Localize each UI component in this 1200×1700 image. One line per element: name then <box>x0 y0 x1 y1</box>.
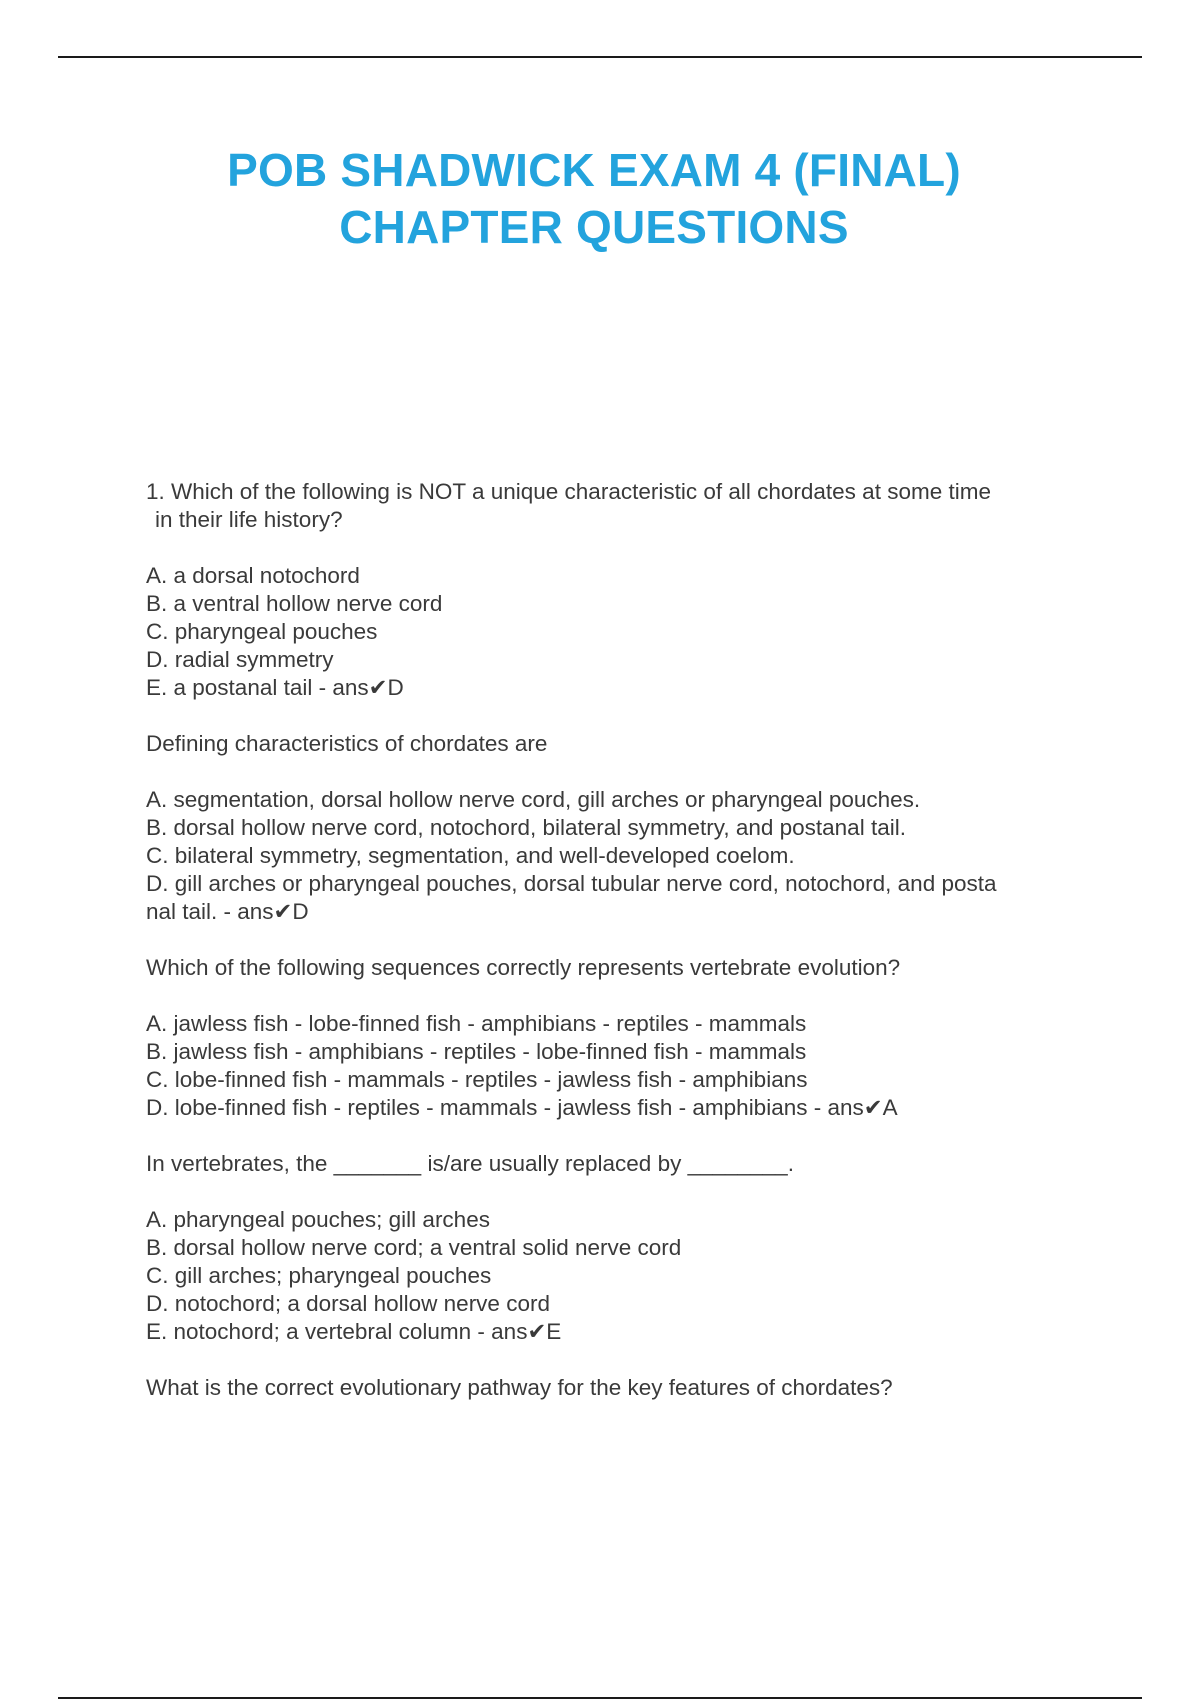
question-3 <box>146 954 1086 1122</box>
option-with-answer: D. lobe-finned fish - reptiles - mammals - jawless fish - amphibians - ans✔A <box>146 1095 898 1120</box>
questions-list <box>146 478 1086 1430</box>
question-2 <box>146 730 1086 926</box>
option: A. segmentation, dorsal hollow nerve cord, gill arches or pharyngeal pouches. <box>146 787 921 812</box>
option: C. pharyngeal pouches <box>146 619 378 644</box>
question-stem: In vertebrates, the _______ is/are usually replaced by ________. <box>146 1151 794 1176</box>
question-stem: What is the correct evolutionary pathway for the key features of chordates? <box>146 1375 893 1400</box>
bottom-divider <box>58 1697 1142 1699</box>
option: C. bilateral symmetry, segmentation, and well-developed coelom. <box>146 843 795 868</box>
option: C. gill arches; pharyngeal pouches <box>146 1263 492 1288</box>
question-1 <box>146 478 1086 702</box>
option: D. radial symmetry <box>146 647 334 672</box>
answer-options <box>146 1010 1086 1122</box>
question-stem <box>146 478 1086 534</box>
title-line-2: CHAPTER QUESTIONS <box>339 201 849 253</box>
option-with-answer: nal tail. - ans✔D <box>146 899 309 924</box>
option: B. dorsal hollow nerve cord; a ventral solid nerve cord <box>146 1235 682 1260</box>
option: A. pharyngeal pouches; gill arches <box>146 1207 490 1232</box>
question-stem: Which of the following sequences correctly represents vertebrate evolution? <box>146 955 901 980</box>
option: A. jawless fish - lobe-finned fish - amphibians - reptiles - mammals <box>146 1011 807 1036</box>
option: B. dorsal hollow nerve cord, notochord, bilateral symmetry, and postanal tail. <box>146 815 906 840</box>
answer-options <box>146 562 1086 702</box>
title-line-1: POB SHADWICK EXAM 4 (FINAL) <box>227 144 961 196</box>
page-title <box>0 142 1188 256</box>
stem-line: in their life history? <box>155 507 343 532</box>
option-with-answer: E. a postanal tail - ans✔D <box>146 675 404 700</box>
option: B. jawless fish - amphibians - reptiles - lobe-finned fish - mammals <box>146 1039 807 1064</box>
option: C. lobe-finned fish - mammals - reptiles - jawless fish - amphibians <box>146 1067 808 1092</box>
answer-options <box>146 1206 1086 1346</box>
stem-line: 1. Which of the following is NOT a unique characteristic of all chordates at some time <box>146 479 991 504</box>
answer-options <box>146 786 1086 926</box>
option: D. gill arches or pharyngeal pouches, dorsal tubular nerve cord, notochord, and posta <box>146 871 997 896</box>
question-stem: Defining characteristics of chordates are <box>146 731 548 756</box>
top-divider <box>58 56 1142 58</box>
option: A. a dorsal notochord <box>146 563 360 588</box>
question-5 <box>146 1374 1086 1402</box>
option-with-answer: E. notochord; a vertebral column - ans✔E <box>146 1319 562 1344</box>
option: D. notochord; a dorsal hollow nerve cord <box>146 1291 550 1316</box>
option: B. a ventral hollow nerve cord <box>146 591 443 616</box>
question-4 <box>146 1150 1086 1346</box>
